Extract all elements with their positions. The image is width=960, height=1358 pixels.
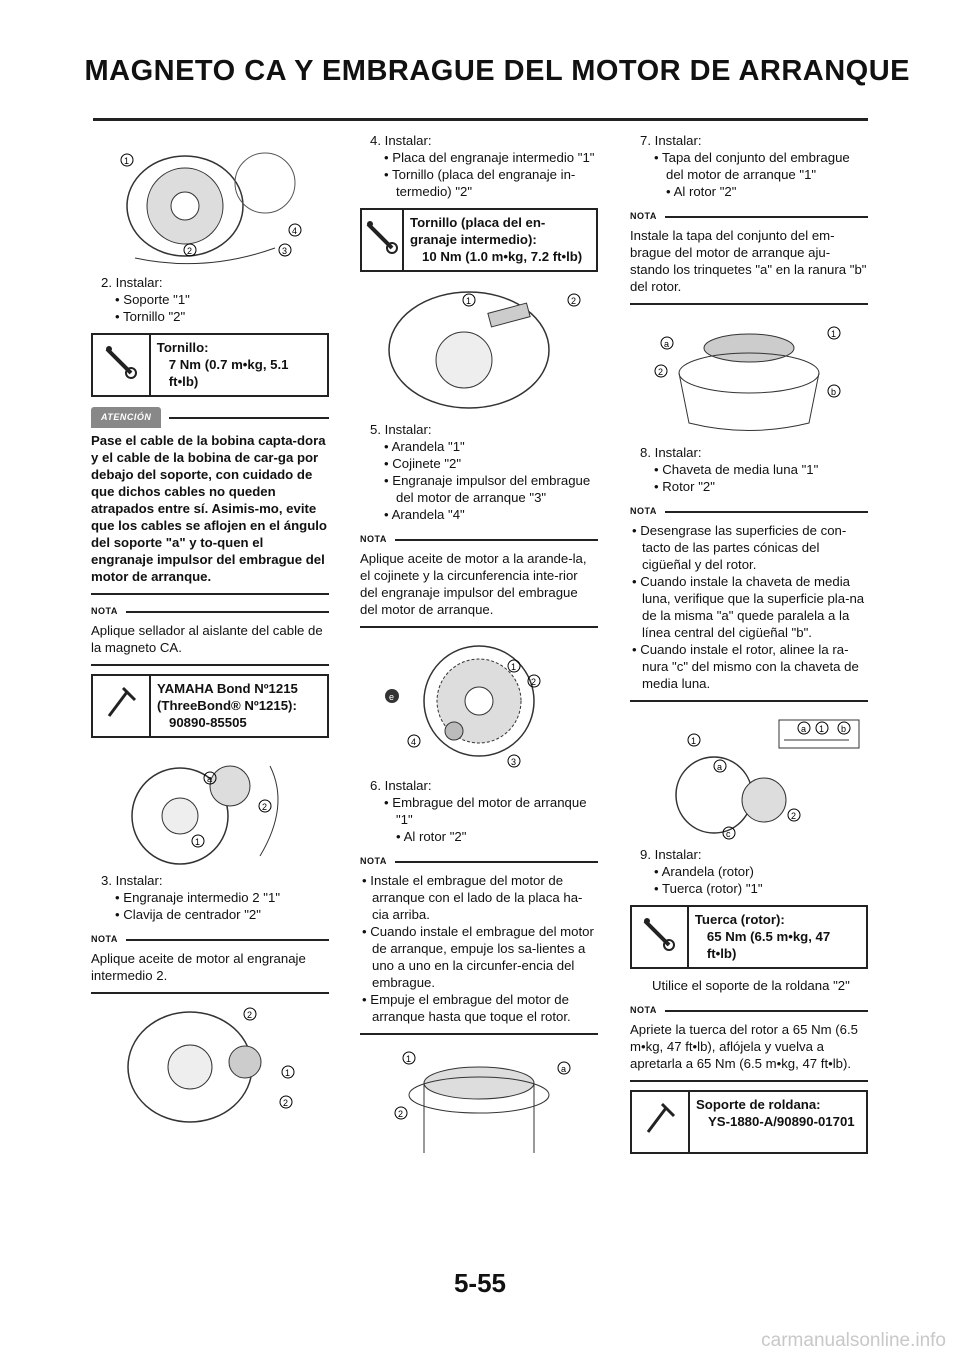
- svg-text:1: 1: [691, 736, 697, 746]
- nota-item: • Cuando instale el rotor, alinee la ra-nura "c" del mismo con la chaveta de media luna.: [630, 641, 868, 692]
- spec-value: 65 Nm (6.5 m•kg, 47 ft•lb): [706, 929, 831, 961]
- nota-text: Instale la tapa del conjunto del em-brague del motor de arranque aju-stando los trinquetes "a" en la ranura "b" del rotor.: [630, 228, 867, 294]
- nota-label: NOTA: [91, 934, 118, 944]
- spec-label: Tuerca (rotor):: [694, 912, 785, 927]
- step-4-title: 4. Instalar:: [370, 133, 432, 148]
- svg-text:b: b: [841, 724, 847, 734]
- spec-box-soporte: [630, 1090, 868, 1154]
- nota-box: [91, 603, 329, 666]
- nota-label: NOTA: [630, 506, 657, 516]
- svg-text:a: a: [561, 1064, 567, 1074]
- nota-box: [630, 208, 868, 305]
- nota-box: [91, 931, 329, 994]
- step-5-title: 5. Instalar:: [370, 422, 432, 437]
- atencion-box: [91, 407, 329, 595]
- atencion-badge: ATENCIÓN: [91, 407, 161, 428]
- watermark: carmanualsonline.info: [761, 1330, 946, 1351]
- spec-value: 10 Nm (1.0 m•kg, 7.2 ft•lb): [422, 249, 583, 264]
- wrench-icon: [632, 907, 689, 967]
- svg-text:2: 2: [791, 811, 797, 821]
- svg-text:1: 1: [511, 662, 517, 672]
- step-7-sub: [630, 183, 868, 200]
- list-item: • Arandela "1": [360, 438, 598, 455]
- nota-item: • Empuje el embrague del motor de arranque hasta que toque el rotor.: [360, 991, 598, 1025]
- atencion-text: Pase el cable de la bobina capta-dora y el cable de la bobina de car-ga por debajo del soporte, con cuidado de que dichos cables no queden atrapados entre sí. Asimis-mo, evite que los cables se aflojen en el ángulo del soporte "a" y to-quen el engranaje impulsor del embrague del motor de arranque.: [91, 433, 327, 584]
- spec-box-tuerca: [630, 905, 868, 969]
- nota-item: • Desengrase las superficies de con-tacto de las partes cónicas del cigüeñal y del rotor.: [630, 522, 868, 573]
- page-title: MAGNETO CA Y EMBRAGUE DEL MOTOR DE ARRANQUE: [84, 55, 910, 87]
- nota-label: NOTA: [630, 1005, 657, 1015]
- step-7-title: 7. Instalar:: [640, 133, 702, 148]
- list-item: • Engranaje intermedio 2 "1": [91, 889, 329, 906]
- svg-text:2: 2: [262, 802, 268, 812]
- svg-text:2: 2: [531, 677, 537, 687]
- list-item: • Chaveta de media luna "1": [630, 461, 868, 478]
- spec-label: Soporte de roldana:: [696, 1097, 821, 1112]
- list-item: • Engranaje impulsor del embrague del motor de arranque "3": [360, 472, 598, 506]
- wrench-icon: [362, 210, 404, 270]
- step-6-sub: [360, 828, 598, 845]
- svg-text:1: 1: [406, 1054, 412, 1064]
- figure-starter-clutch-gear: [374, 636, 584, 771]
- nota-label: NOTA: [91, 606, 118, 616]
- svg-text:2: 2: [571, 296, 577, 306]
- column-1: [91, 132, 329, 1138]
- figure-clutch-cover: [649, 313, 849, 438]
- figure-starter-clutch-rotor: [379, 1043, 579, 1163]
- sub-text: Al rotor "2": [673, 184, 737, 199]
- list-item: • Tapa del conjunto del embrague del motor de arranque "1": [630, 149, 868, 183]
- svg-text:1: 1: [285, 1068, 291, 1078]
- figure-idle-gear-2: [110, 1002, 310, 1132]
- step-2-title: 2. Instalar:: [101, 275, 163, 290]
- nota-label: NOTA: [630, 211, 657, 221]
- spec-label: YAMAHA Bond Nº1215: [157, 681, 298, 696]
- step-8-title: 8. Instalar:: [640, 445, 702, 460]
- svg-text:4: 4: [292, 226, 298, 236]
- spec-box-placa: [360, 208, 598, 272]
- svg-text:3: 3: [511, 757, 517, 767]
- list-item: • Arandela (rotor): [630, 863, 868, 880]
- nota-text: Aplique aceite de motor al engranaje intermedio 2.: [91, 951, 306, 983]
- step-6-title: 6. Instalar:: [370, 778, 432, 793]
- nota-box: [630, 503, 868, 702]
- page-number: 5-55: [453, 1268, 507, 1298]
- spec-box-tornillo: [91, 333, 329, 397]
- svg-text:4: 4: [411, 737, 417, 747]
- spec-box-bond: [91, 674, 329, 738]
- svg-text:3: 3: [282, 246, 288, 256]
- nota-item: • Cuando instale el embrague del motor de arranque, empuje los sa-lientes a uno a uno en la circunfer-encia del embrague.: [360, 923, 598, 991]
- figure-idle-gear-holder: [110, 746, 310, 866]
- spec-label: Tornillo:: [156, 340, 209, 355]
- svg-text:b: b: [831, 387, 837, 397]
- svg-text:1: 1: [124, 156, 130, 166]
- header-rule: [93, 118, 868, 121]
- nota-text: Aplique sellador al aislante del cable de la magneto CA.: [91, 623, 323, 655]
- svg-text:2: 2: [283, 1098, 289, 1108]
- spec-value: YS-1880-A/90890-01701: [708, 1114, 855, 1129]
- spec-label-2: (ThreeBond® Nº1215):: [157, 698, 297, 713]
- nota-box: [360, 531, 598, 628]
- list-item: • Clavija de centrador "2": [91, 906, 329, 923]
- list-item: • Rotor "2": [630, 478, 868, 495]
- figure-rotor-key: [634, 710, 864, 840]
- spec-label: Tornillo (placa del en-granaje intermedio):: [410, 215, 546, 247]
- svg-text:2: 2: [658, 367, 664, 377]
- svg-text:1: 1: [831, 329, 837, 339]
- step-9-note: Utilice el soporte de la roldana "2": [652, 978, 850, 993]
- list-item: • Embrague del motor de arranque "1": [360, 794, 598, 828]
- column-3: [630, 132, 868, 1162]
- nota-label: NOTA: [360, 856, 387, 866]
- spec-value: 7 Nm (0.7 m•kg, 5.1 ft•lb): [168, 357, 289, 389]
- column-2: [360, 132, 598, 1169]
- nota-item: • Instale el embrague del motor de arranque con el lado de la placa ha-cia arriba.: [360, 872, 598, 923]
- list-item: • Soporte "1": [91, 291, 329, 308]
- nota-label: NOTA: [360, 534, 387, 544]
- svg-text:c: c: [726, 829, 731, 839]
- sub-text: Al rotor "2": [403, 829, 467, 844]
- nota-item: • Cuando instale la chaveta de media luna, verifique que la superficie pla-na de la misma "a" quede paralela a la línea central del cigüeñal "b".: [630, 573, 868, 641]
- svg-text:1: 1: [466, 296, 472, 306]
- step-3-title: 3. Instalar:: [101, 873, 163, 888]
- step-9-title: 9. Instalar:: [640, 847, 702, 862]
- svg-text:2: 2: [187, 246, 193, 256]
- sealant-icon: [93, 676, 151, 736]
- list-item: • Cojinete "2": [360, 455, 598, 472]
- svg-text:2: 2: [247, 1010, 253, 1020]
- wrench-icon: [93, 335, 151, 395]
- nota-text: Aplique aceite de motor a la arande-la, el cojinete y la circunferencia inte-rior del engranaje impulsor del embrague del motor de arranque.: [360, 551, 587, 617]
- list-item: • Placa del engranaje intermedio "1": [360, 149, 598, 166]
- list-item: • Tornillo "2": [91, 308, 329, 325]
- svg-text:a: a: [664, 339, 670, 349]
- list-item: • Tuerca (rotor) "1": [630, 880, 868, 897]
- figure-idle-gear-plate: [374, 280, 584, 415]
- nota-box: [630, 1002, 868, 1082]
- nota-box: [360, 853, 598, 1035]
- list-item: • Tornillo (placa del engranaje in-termedio) "2": [360, 166, 598, 200]
- svg-text:1: 1: [819, 724, 825, 734]
- svg-text:a: a: [801, 724, 807, 734]
- svg-text:2: 2: [398, 1109, 404, 1119]
- nota-text: Apriete la tuerca del rotor a 65 Nm (6.5 m•kg, 47 ft•lb), aflójela y vuelva a apretarla a 65 Nm (6.5 m•kg, 47 ft•lb).: [630, 1022, 858, 1071]
- list-item: • Arandela "4": [360, 506, 598, 523]
- svg-text:1: 1: [195, 837, 201, 847]
- svg-text:e: e: [389, 692, 395, 702]
- svg-text:a: a: [207, 774, 213, 784]
- svg-text:a: a: [717, 762, 723, 772]
- spec-value: 90890-85505: [169, 715, 247, 730]
- tool-icon: [632, 1092, 690, 1152]
- figure-magneto-stator: [115, 138, 305, 268]
